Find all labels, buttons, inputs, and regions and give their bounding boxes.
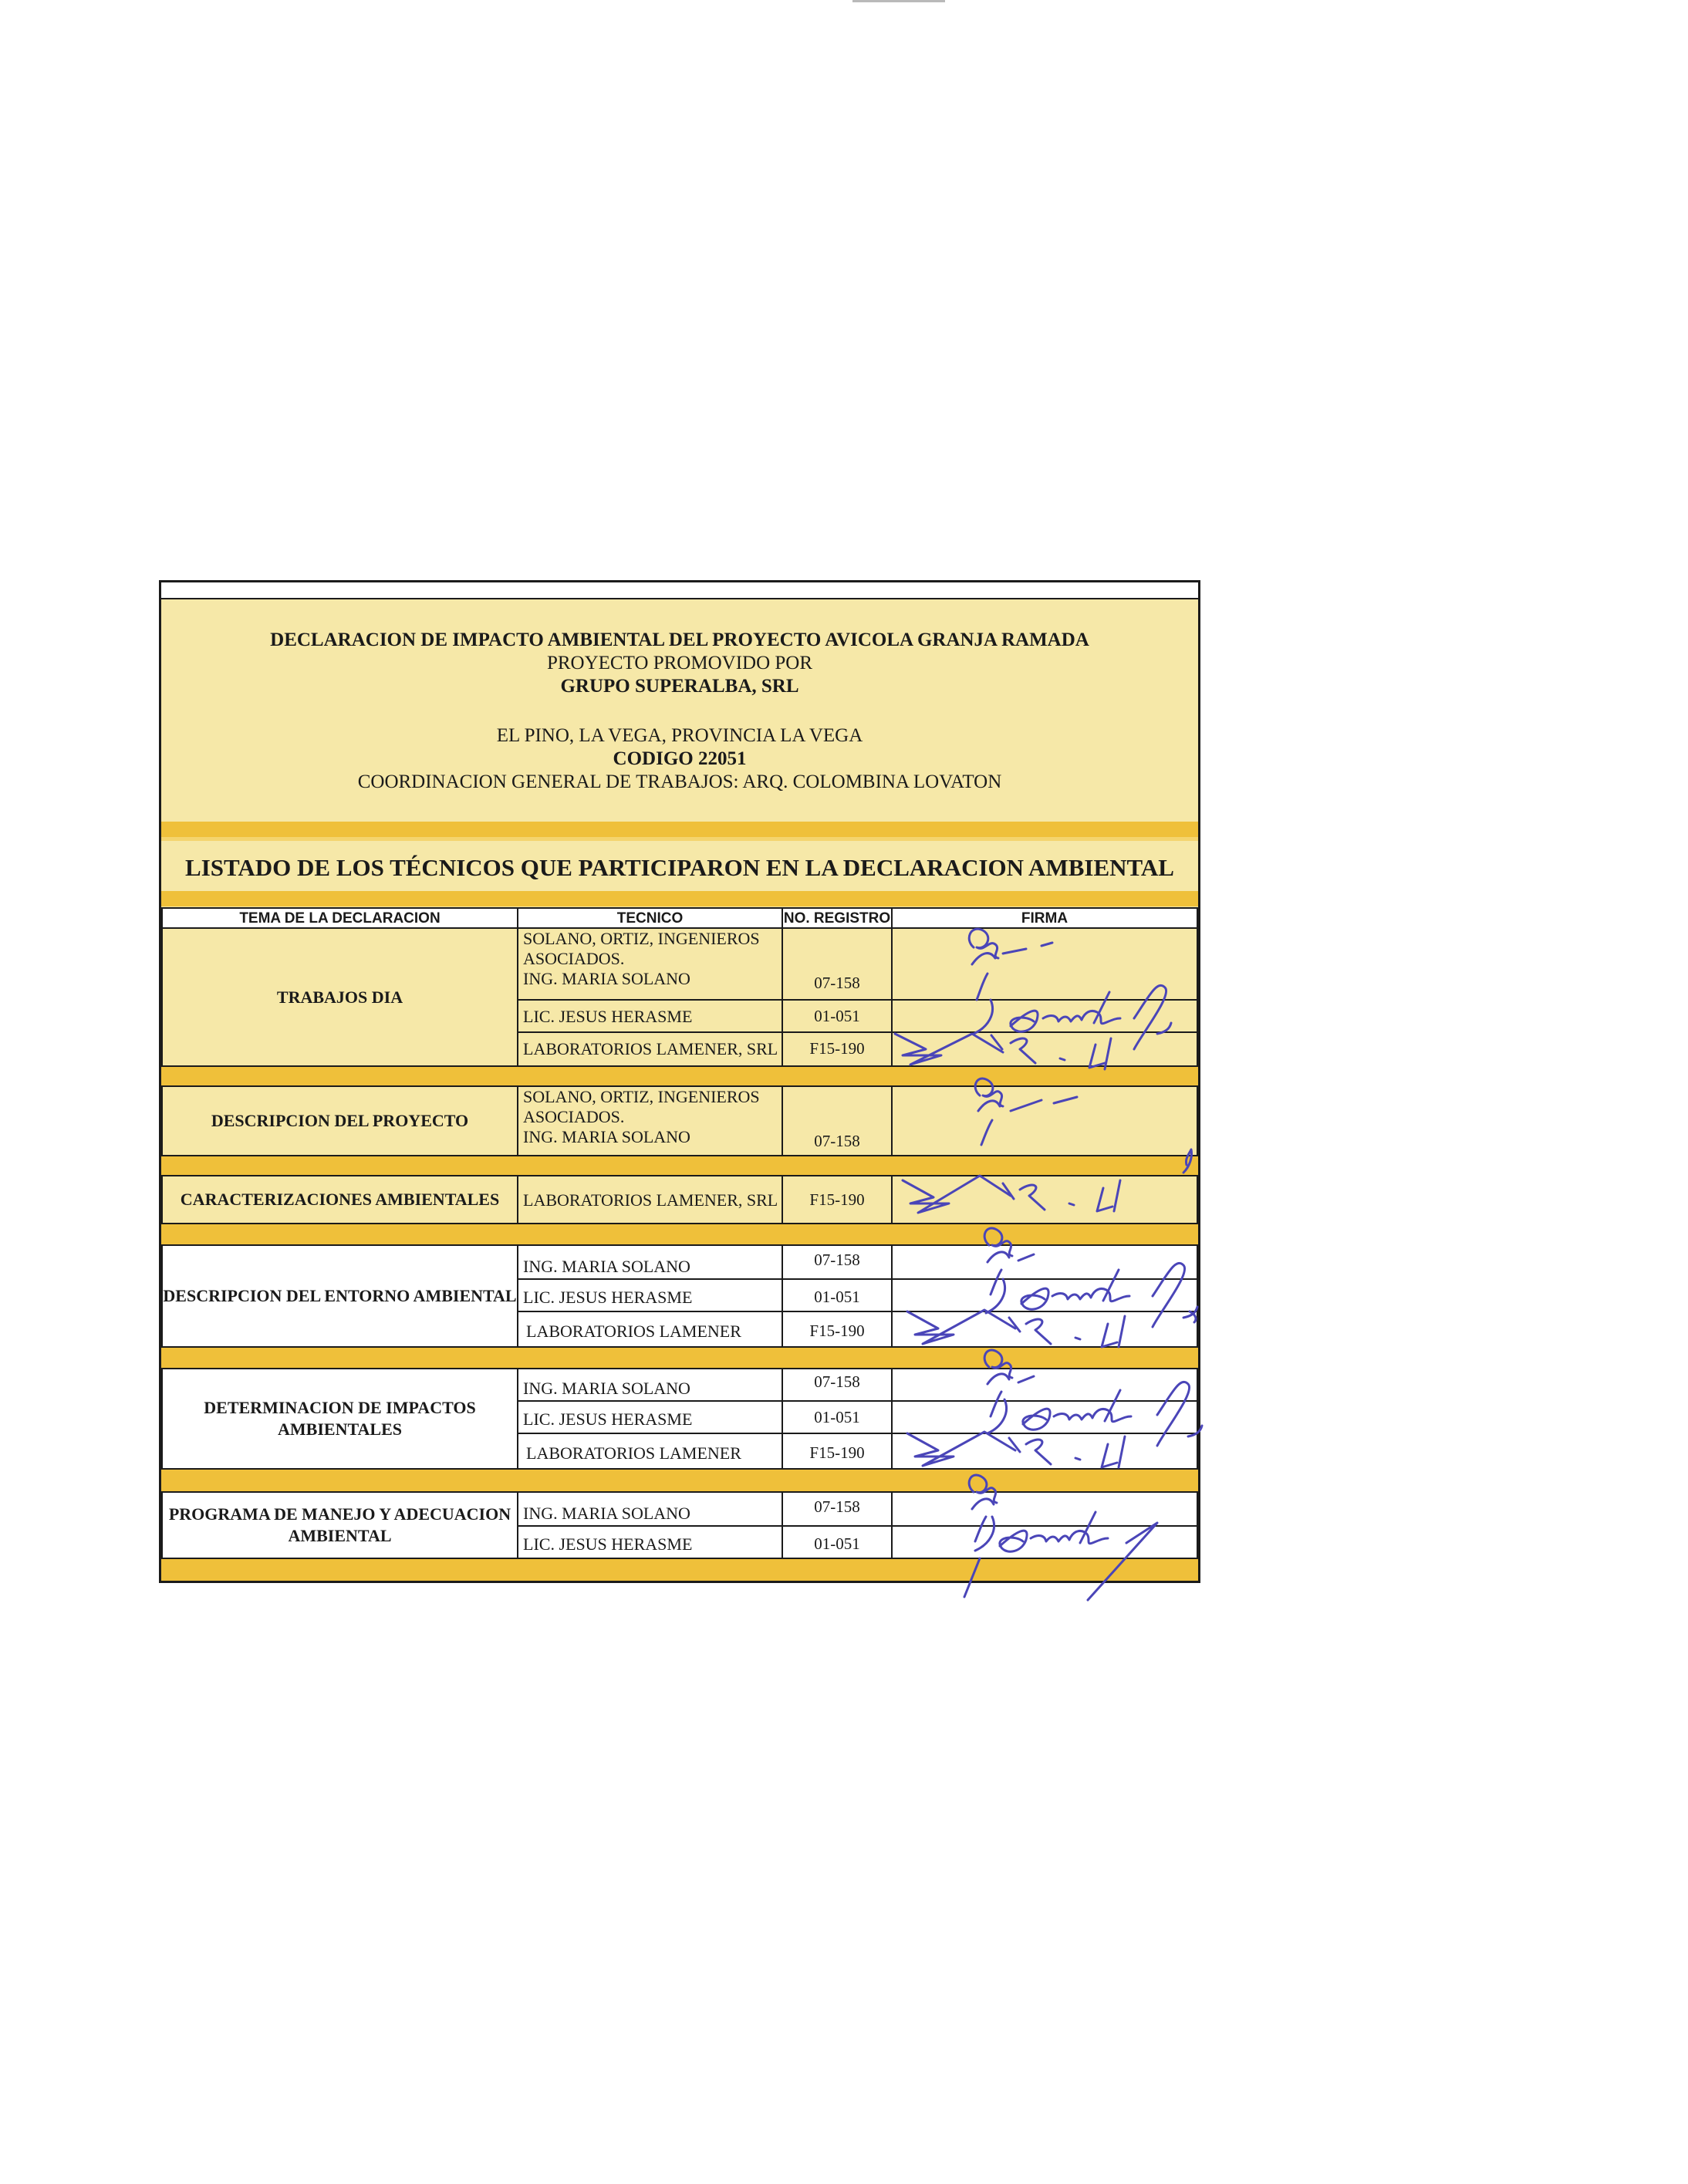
signature-laboratorios-lamener — [903, 1149, 1192, 1213]
technician-name: LIC. JESUS HERASME — [517, 999, 783, 1033]
technician-name: ING. MARIA SOLANO — [517, 1368, 783, 1402]
technician-name: LIC. JESUS HERASME — [517, 1525, 783, 1559]
technician-name: ING. MARIA SOLANO — [523, 969, 690, 988]
column-header-signature: FIRMA — [891, 907, 1198, 929]
registry-cell: 07-158 — [782, 1085, 893, 1156]
promoter-label: PROYECTO PROMOVIDO POR — [546, 653, 813, 673]
technician-name: LABORATORIOS LAMENER, SRL — [517, 1031, 783, 1067]
signature-laboratorios-lamener — [907, 1432, 1125, 1467]
signature-jesus-herasme — [986, 1263, 1197, 1327]
registry-cell: 01-051 — [782, 1525, 893, 1559]
topic-cell: DETERMINACION DE IMPACTOS AMBIENTALES — [161, 1368, 518, 1470]
project-code: CODIGO 22051 — [613, 748, 747, 769]
technician-name: LIC. JESUS HERASME — [517, 1278, 783, 1312]
column-header-technician: TECNICO — [517, 907, 783, 929]
list-title: LISTADO DE LOS TÉCNICOS QUE PARTICIPARON EN LA DECLARACION AMBIENTAL — [185, 854, 1174, 881]
column-header-topic: TEMA DE LA DECLARACION — [161, 907, 518, 929]
technician-name: LABORATORIOS LAMENER — [517, 1311, 783, 1348]
technician-name: LABORATORIOS LAMENER — [517, 1433, 783, 1470]
registry-cell: 01-051 — [782, 999, 893, 1033]
registry-cell: F15-190 — [782, 1433, 893, 1470]
topic-cell: CARACTERIZACIONES AMBIENTALES — [161, 1175, 518, 1224]
topic-cell: DESCRIPCION DEL ENTORNO AMBIENTAL — [161, 1244, 518, 1348]
signature-maria-solano — [984, 1350, 1034, 1416]
registry-cell: 07-158 — [782, 927, 893, 1001]
signature-jesus-herasme — [987, 1382, 1202, 1446]
technician-name: SOLANO, ORTIZ, INGENIEROS ASOCIADOS. — [523, 1087, 760, 1126]
technician-name: SOLANO, ORTIZ, INGENIEROS ASOCIADOS. — [523, 929, 760, 968]
registry-cell: 01-051 — [782, 1278, 893, 1312]
promoter-name: GRUPO SUPERALBA, SRL — [560, 676, 799, 697]
signature-jesus-herasme — [974, 985, 1171, 1049]
doc-title: DECLARACION DE IMPACTO AMBIENTAL DEL PROYECTO AVICOLA GRANJA RAMADA — [270, 630, 1089, 650]
technician-name: LIC. JESUS HERASME — [517, 1400, 783, 1434]
technician-name: ING. MARIA SOLANO — [517, 1244, 783, 1280]
registry-cell: 07-158 — [782, 1368, 893, 1402]
registry-cell: 01-051 — [782, 1400, 893, 1434]
signature-maria-solano — [984, 1228, 1034, 1295]
topic-cell: TRABAJOS DIA — [161, 927, 518, 1067]
registry-cell: 07-158 — [782, 1244, 893, 1280]
signature-maria-solano — [975, 1078, 1077, 1145]
signature-laboratorios-lamener — [907, 1310, 1125, 1347]
technician-name: ING. MARIA SOLANO — [517, 1491, 783, 1527]
signature-maria-solano — [969, 929, 1052, 1000]
signature-laboratorios-lamener — [895, 1034, 1111, 1069]
registry-cell: 07-158 — [782, 1491, 893, 1527]
column-header-registry: NO. REGISTRO — [782, 907, 893, 929]
technician-name: LABORATORIOS LAMENER, SRL — [517, 1175, 783, 1224]
location: EL PINO, LA VEGA, PROVINCIA LA VEGA — [496, 725, 863, 746]
technician-name: ING. MARIA SOLANO — [523, 1127, 690, 1146]
signature-jesus-herasme — [964, 1512, 1157, 1600]
topic-cell: DESCRIPCION DEL PROYECTO — [161, 1085, 518, 1156]
topic-cell: PROGRAMA DE MANEJO Y ADECUACION AMBIENTAL — [161, 1491, 518, 1559]
coordination: COORDINACION GENERAL DE TRABAJOS: ARQ. COLOMBINA LOVATON — [357, 771, 1002, 792]
registry-cell: F15-190 — [782, 1031, 893, 1067]
registry-cell: F15-190 — [782, 1311, 893, 1348]
registry-cell: F15-190 — [782, 1175, 893, 1224]
